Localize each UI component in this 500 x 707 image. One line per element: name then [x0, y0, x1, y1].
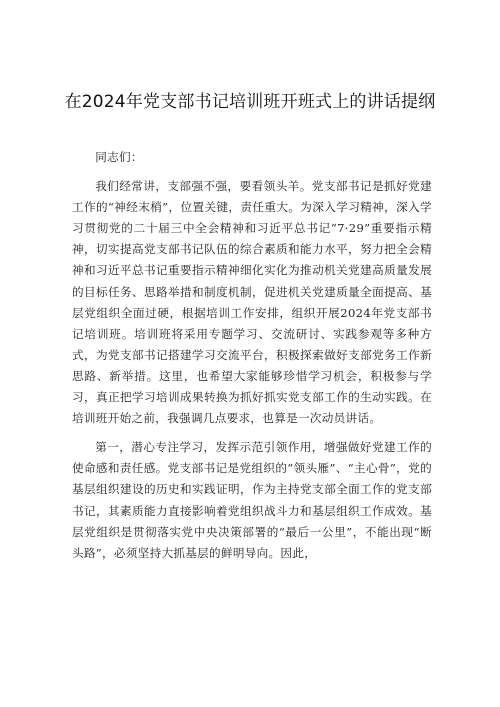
paragraph-2: 第一，潜心专注学习，发挥示范引领作用，增强做好党建工作的使命感和责任感。党支部书记是党组织的“领头雁”、“主心骨”，党的基层组织建设的历史和实践证明，作为主持党支部全面工作的党支部书记，其素质能力直接影响着党组织战斗力和基层组织工作成效。基层党组织是贯彻落实党中央决策部署的“最后一公里”，不能出现“断头路”，必须坚持大抓基层的鲜明导向。因此， [72, 440, 432, 560]
document-title: 在2024年党支部书记培训班开班式上的讲话提纲 [64, 92, 436, 112]
document-body [72, 147, 432, 572]
salutation: 同志们： [95, 150, 143, 164]
paragraph-1: 我们经常讲，支部强不强，要看领头羊。党支部书记是抓好党建工作的“神经末梢”，位置关键，责任重大。为深入学习精神，深入学习贯彻党的二十届三中全会精神和习近平总书记“7·29”重要指示精神，切实提高党支部书记队伍的综合素质和能力水平，努力把全会精神和习近平总书记重要指示精神细化实化为推动机关党建高质量发展的目标任务、思路举措和制度机制，促进机关党建质量全面提高、基层党组织全面过硬，根据培训工作安排，组织开展2024年党支部书记培训班。培训班将采用专题学习、交流研讨、实践参观等多种方式，为党支部书记搭建学习交流平台，积极探索做好支部党务工作新思路、新举措。这里，也希望大家能够珍惜学习机会，积极参与学习，真正把学习培训成果转换为抓好抓实党支部工作的生动实践。在培训班开始之前，我强调几点要求，也算是一次动员讲话。 [72, 179, 432, 426]
